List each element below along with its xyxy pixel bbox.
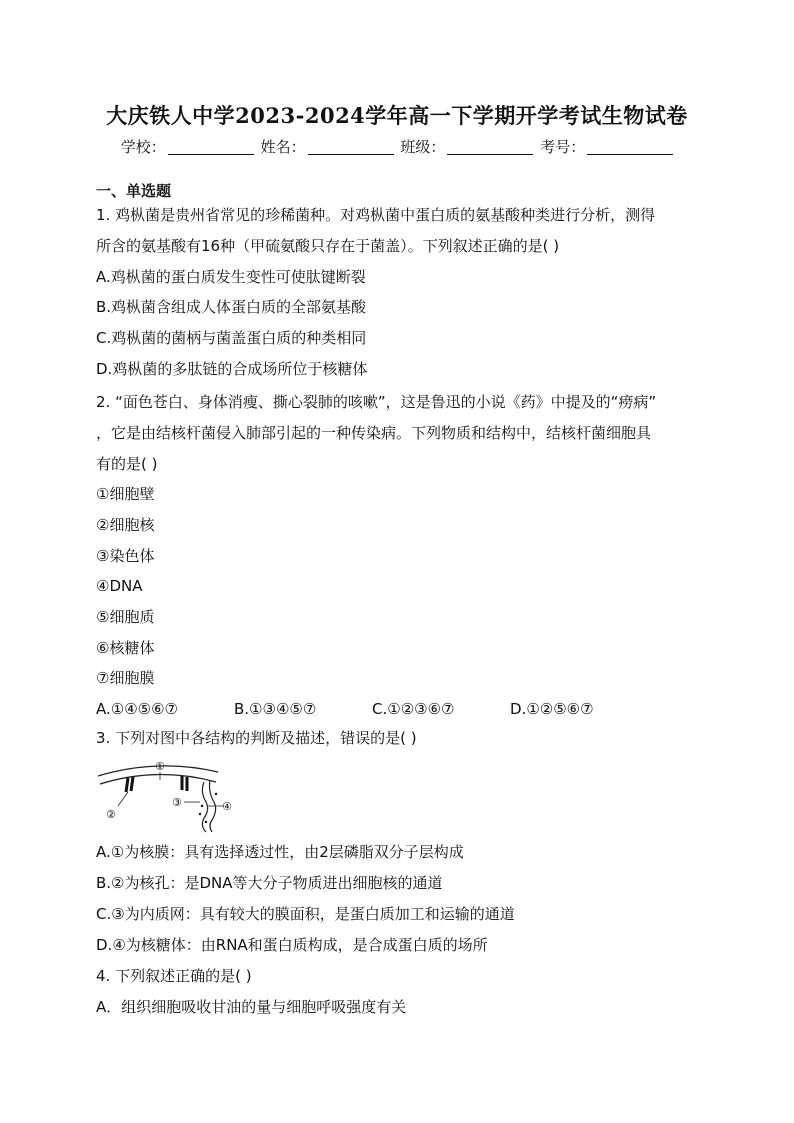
section-title: 一、单选题 <box>96 182 172 200</box>
q2-item-4: ④DNA <box>96 577 143 595</box>
number-blank[interactable] <box>587 140 673 155</box>
q2-item-7: ⑦细胞膜 <box>96 669 155 687</box>
q1-stem-line2: 所含的氨基酸有16种（甲硫氨酸只存在于菌盖）。下列叙述正确的是( ) <box>96 237 560 255</box>
q2-item-3: ③染色体 <box>96 547 155 565</box>
q3-option-a[interactable]: A.①为核膜：具有选择透过性，由2层磷脂双分子层构成 <box>96 843 464 861</box>
q2-options-row <box>96 699 706 719</box>
q3-option-c[interactable]: C.③为内质网：具有较大的膜面积，是蛋白质加工和运输的通道 <box>96 905 515 923</box>
q1-option-a[interactable]: A.鸡枞菌的蛋白质发生变性可使肽键断裂 <box>96 268 366 286</box>
q3-option-d[interactable]: D.④为核糖体：由RNA和蛋白质构成，是合成蛋白质的场所 <box>96 936 488 954</box>
q1-option-c[interactable]: C.鸡枞菌的菌柄与菌盖蛋白质的种类相同 <box>96 329 367 347</box>
figure-label-2: ② <box>106 808 116 821</box>
q2-stem-line1: 2. “面色苍白、身体消瘦、撕心裂肺的咳嗽”，这是鲁迅的小说《药》中提及的“痨病” <box>96 393 657 411</box>
q2-stem-line3: 有的是( ) <box>96 455 158 473</box>
q1-stem-line1: 1. 鸡枞菌是贵州省常见的珍稀菌种。对鸡枞菌中蛋白质的氨基酸种类进行分析，测得 <box>96 206 656 224</box>
school-blank[interactable] <box>168 140 254 155</box>
student-info-bar <box>0 136 794 157</box>
q3-option-b[interactable]: B.②为核孔：是DNA等大分子物质进出细胞核的通道 <box>96 874 443 892</box>
class-label: 班级： <box>400 138 446 156</box>
exam-title: 大庆铁人中学2023-2024学年高一下学期开学考试生物试卷 <box>106 103 688 128</box>
q2-option-b[interactable]: B.①③④⑤⑦ <box>234 700 317 718</box>
school-label: 学校： <box>120 138 166 156</box>
leader-lines <box>118 772 224 806</box>
q2-stem-line2: ，它是由结核杆菌侵入肺部引起的一种传染病。下列物质和结构中，结核杆菌细胞具 <box>96 424 652 442</box>
name-field <box>261 136 394 157</box>
class-blank[interactable] <box>447 140 533 155</box>
q2-item-2: ②细胞核 <box>96 516 155 534</box>
q2-item-1: ①细胞壁 <box>96 485 155 503</box>
nuclear-pore-shapes <box>126 776 187 792</box>
figure-label-4: ④ <box>222 800 232 813</box>
q4-option-a[interactable]: A．组织细胞吸收甘油的量与细胞呼吸强度有关 <box>96 998 407 1016</box>
number-label: 考号： <box>540 138 586 156</box>
figure-label-3: ③ <box>172 796 182 809</box>
q2-option-d[interactable]: D.①②⑤⑥⑦ <box>510 700 594 718</box>
q2-item-5: ⑤细胞质 <box>96 608 155 626</box>
number-field <box>540 136 673 157</box>
q2-option-a[interactable]: A.①④⑤⑥⑦ <box>96 700 179 718</box>
q1-option-b[interactable]: B.鸡枞菌含组成人体蛋白质的全部氨基酸 <box>96 298 367 316</box>
q2-item-6: ⑥核糖体 <box>96 639 155 657</box>
school-field <box>121 136 254 157</box>
q4-stem: 4. 下列叙述正确的是( ) <box>96 967 252 985</box>
q3-stem: 3. 下列对图中各结构的判断及描述，错误的是( ) <box>96 729 417 747</box>
q2-option-c[interactable]: C.①②③⑥⑦ <box>372 700 455 718</box>
er-shape <box>202 782 207 832</box>
name-blank[interactable] <box>308 140 394 155</box>
q1-option-d[interactable]: D.鸡枞菌的多肽链的合成场所位于核糖体 <box>96 360 368 378</box>
nucleus-diagram <box>96 762 246 834</box>
figure-label-1: ① <box>155 762 165 773</box>
class-field <box>400 136 533 157</box>
name-label: 姓名： <box>260 138 306 156</box>
